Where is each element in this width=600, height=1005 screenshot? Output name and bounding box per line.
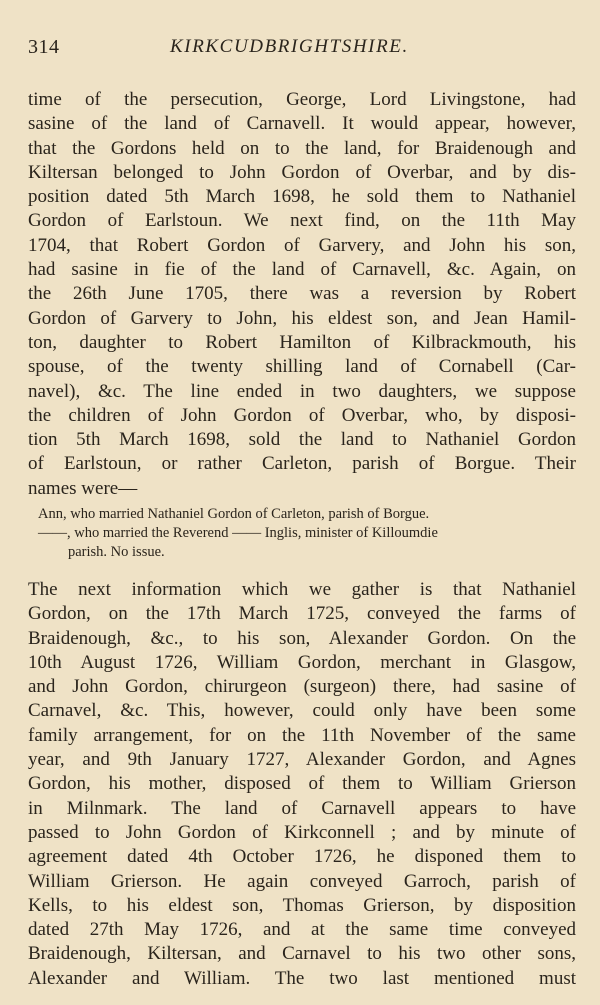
text-line: names were— [28, 477, 138, 499]
paragraph-2 [28, 578, 576, 991]
text-line: position dated 5th March 1698, he sold them to Nathaniel [28, 186, 576, 208]
text-line: time of the persecution, George, Lord Livingstone, had [28, 89, 576, 110]
text-line: the children of John Gordon of Overbar, who, by disposi- [28, 404, 576, 426]
text-line: 1704, that Robert Gordon of Garvery, and John his son, [28, 234, 576, 256]
text-line: Gordon, on the 17th March 1725, conveyed the farms of [28, 603, 576, 625]
text-line: ton, daughter to Robert Hamilton of Kilbrackmouth, his [28, 331, 576, 353]
text-line: Kiltersan belonged to John Gordon of Overbar, and by dis- [28, 161, 576, 183]
text-line: Alexander and William. The two last mentioned must [28, 967, 576, 989]
text-line: navel), &c. The line ended in two daughters, we suppose [28, 380, 576, 402]
text-line: and John Gordon, chirurgeon (surgeon) there, had sasine of [28, 676, 576, 698]
text-line: dated 27th May 1726, and at the same time conveyed [28, 919, 576, 941]
text-line: in Milnmark. The land of Carnavell appears to have [28, 797, 576, 819]
note-line: Ann, who married Nathaniel Gordon of Carleton, parish of Borgue. [38, 506, 430, 522]
names-list [38, 505, 578, 562]
text-line: Braidenough, &c., to his son, Alexander Gordon. On the [28, 627, 576, 649]
running-head: KIRKCUDBRIGHTSHIRE. [170, 36, 409, 57]
text-line: family arrangement, for on the 11th November of the same [28, 724, 576, 746]
note-line: parish. No issue. [68, 544, 165, 560]
text-line: Braidenough, Kiltersan, and Carnavel to his two other sons, [28, 943, 576, 965]
text-line: had sasine in fie of the land of Carnavell, &c. Again, on [28, 259, 576, 281]
text-line: that the Gordons held on to the land, for Braidenough and [28, 137, 576, 159]
text-line: William Grierson. He again conveyed Garroch, parish of [28, 870, 576, 892]
page-number: 314 [28, 36, 60, 58]
text-line: The next information which we gather is that Nathaniel [28, 579, 576, 600]
paragraph-1 [28, 88, 576, 501]
text-line: of Earlstoun, or rather Carleton, parish of Borgue. Their [28, 453, 576, 475]
text-line: Gordon of Garvery to John, his eldest son, and Jean Hamil- [28, 307, 576, 329]
text-line: tion 5th March 1698, sold the land to Nathaniel Gordon [28, 429, 576, 451]
text-line: year, and 9th January 1727, Alexander Gordon, and Agnes [28, 749, 576, 771]
text-line: Kells, to his eldest son, Thomas Grierson, by disposition [28, 894, 576, 916]
text-line: sasine of the land of Carnavell. It would appear, however, [28, 113, 576, 135]
text-line: Gordon of Earlstoun. We next find, on the 11th May [28, 210, 576, 232]
text-line: Carnavel, &c. This, however, could only have been some [28, 700, 576, 722]
text-line: agreement dated 4th October 1726, he disponed them to [28, 846, 576, 868]
note-line: ——, who married the Reverend —— Inglis, minister of Killoumdie [38, 525, 438, 541]
text-line: the 26th June 1705, there was a reversion by Robert [28, 283, 576, 305]
text-line: 10th August 1726, William Gordon, merchant in Glasgow, [28, 651, 576, 673]
page-header [28, 36, 572, 64]
text-line: spouse, of the twenty shilling land of Cornabell (Car- [28, 356, 576, 378]
text-line: Gordon, his mother, disposed of them to William Grierson [28, 773, 576, 795]
text-line: passed to John Gordon of Kirkconnell ; and by minute of [28, 821, 576, 843]
